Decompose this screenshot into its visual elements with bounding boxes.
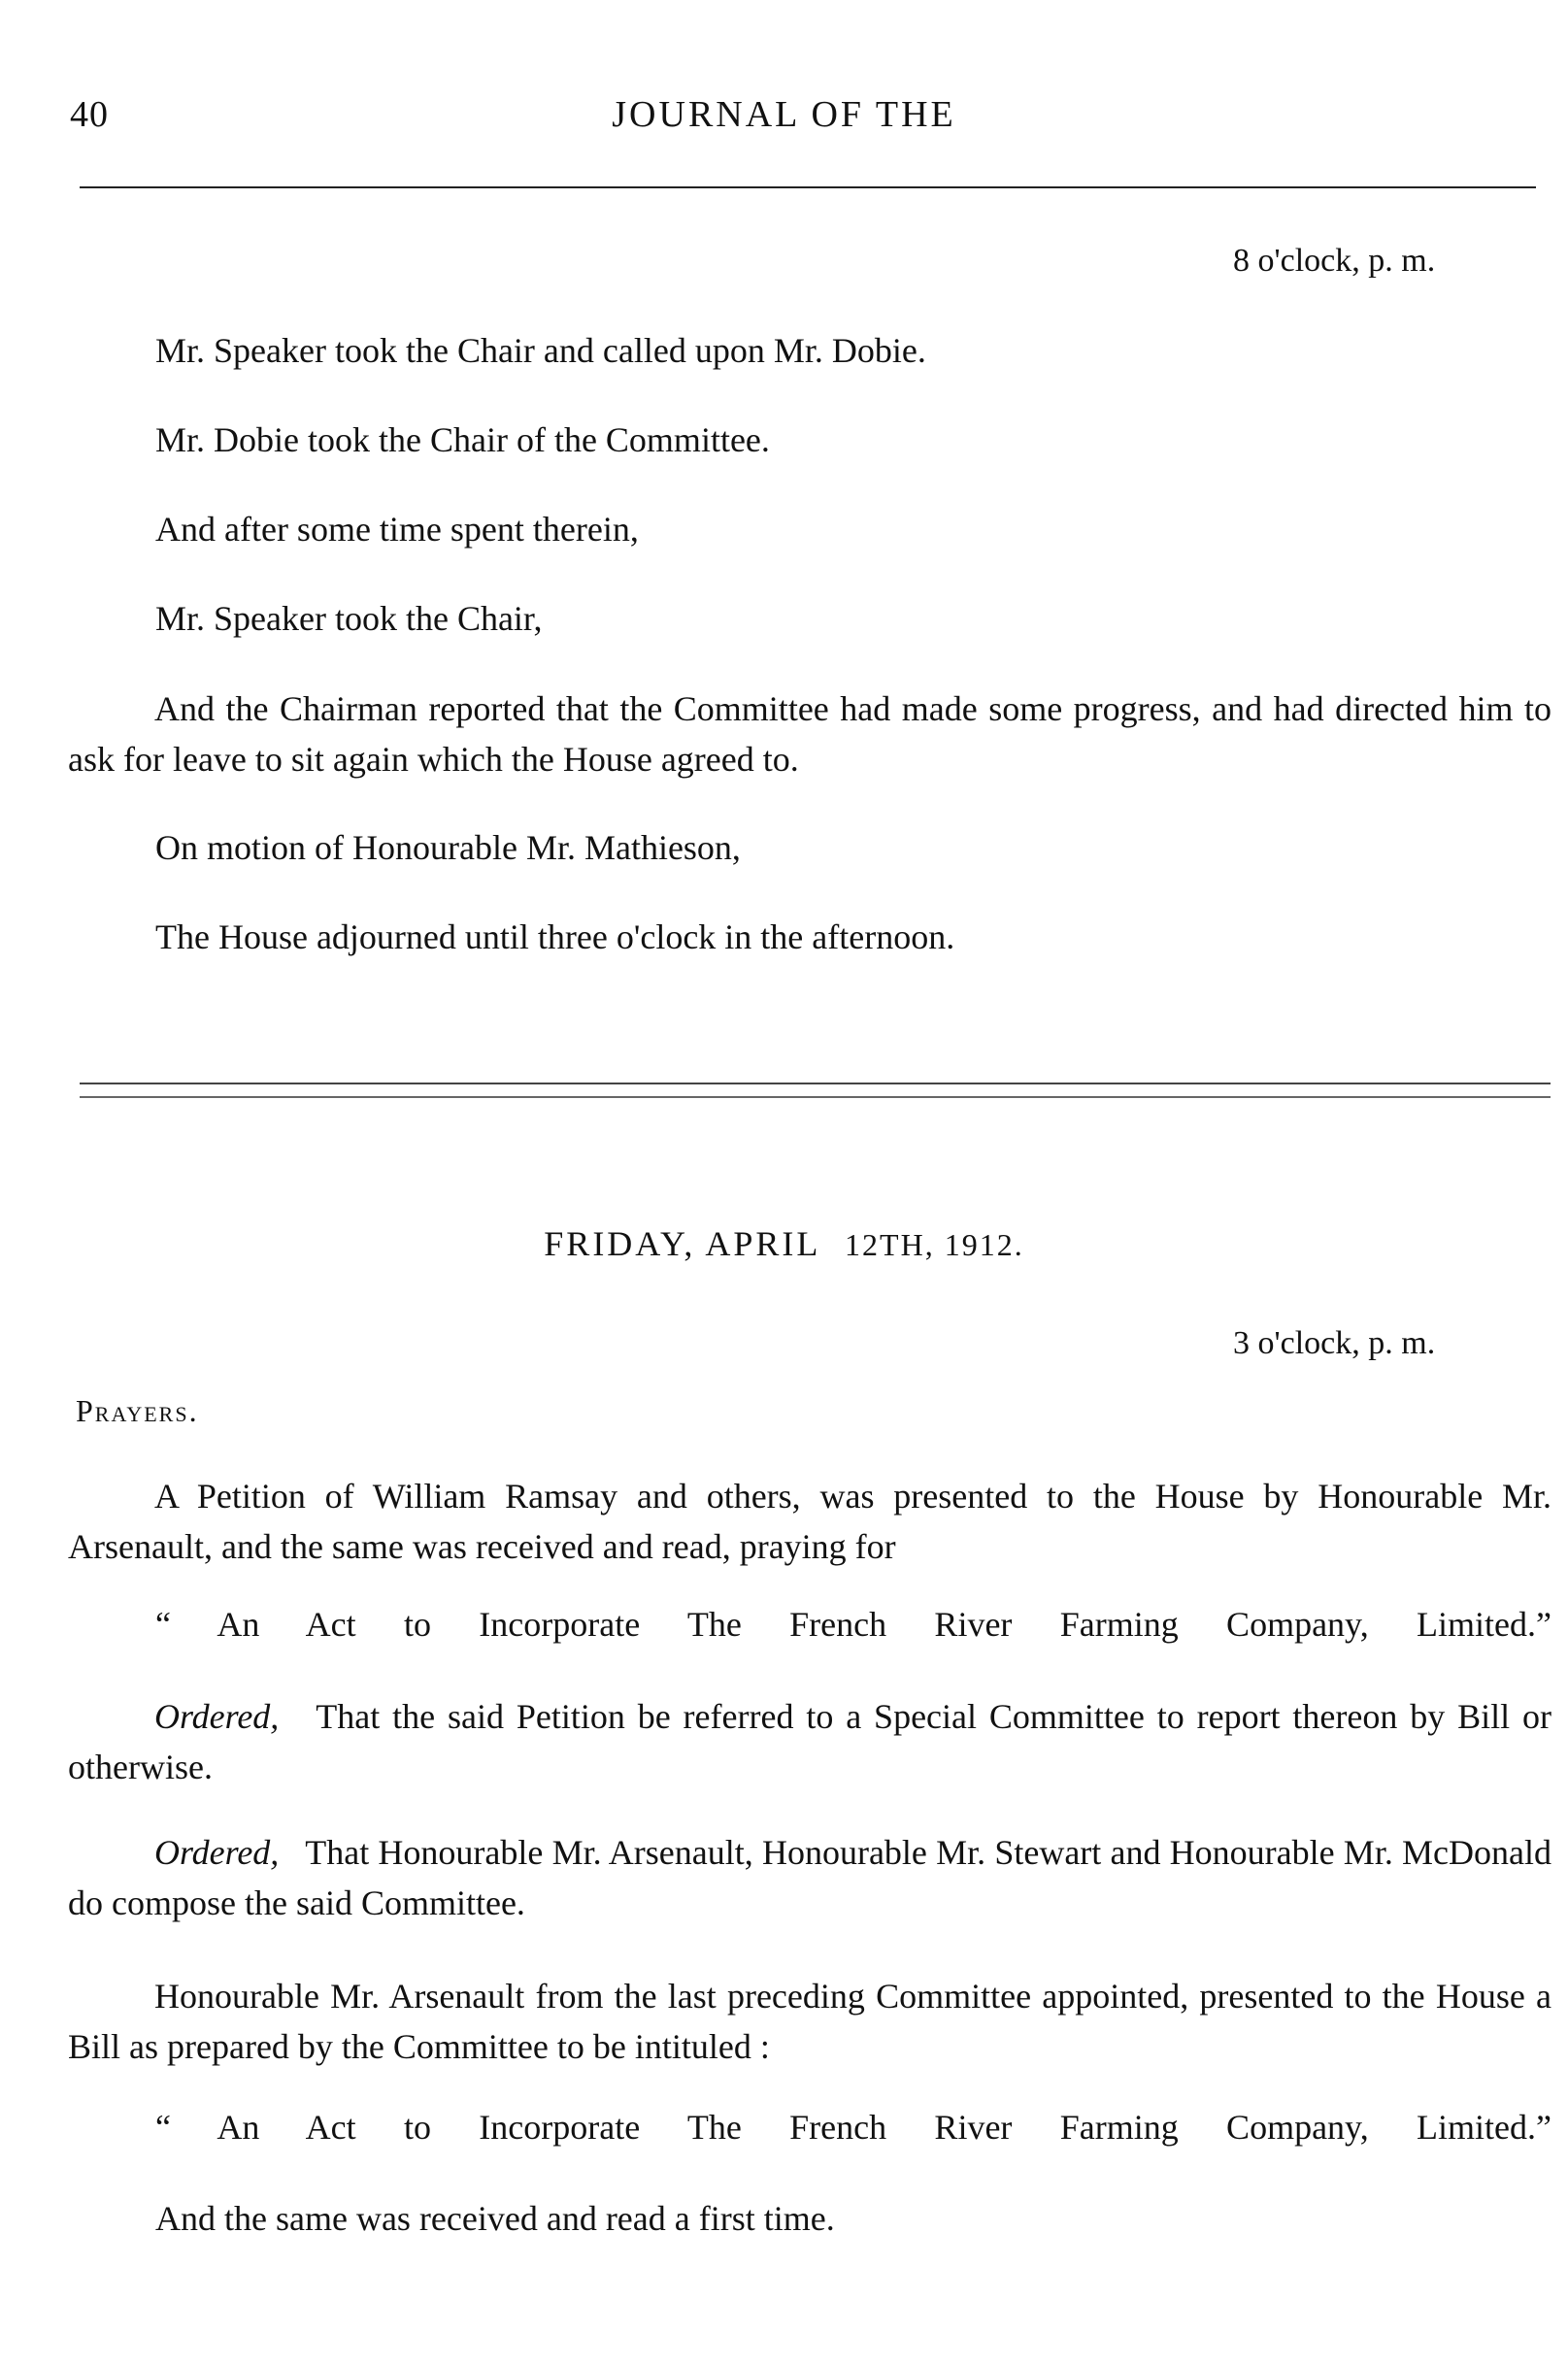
speaker-resumed-line: Mr. Speaker took the Chair, (155, 599, 543, 638)
prayers-label: Prayers. (76, 1393, 199, 1428)
session-divider-upper (80, 1083, 1551, 1084)
evening-time: 8 o'clock, p. m. (1233, 243, 1436, 279)
adjourned-line: The House adjourned until three o'clock in the afternoon. (155, 917, 955, 956)
first-reading-line: And the same was received and read a first time. (155, 2199, 835, 2238)
act-title-first: “ An Act to Incorporate The French River Farming Company, Limited.” (155, 1605, 1551, 1644)
friday-time: 3 o'clock, p. m. (1233, 1325, 1436, 1361)
motion-line: On motion of Honourable Mr. Mathieson, (155, 828, 741, 867)
petition-paragraph: A Petition of William Ramsay and others, was presented to the House by Honourable Mr. Arsenault, and the same was received and read, praying for (68, 1477, 1551, 1566)
session-divider-lower (80, 1096, 1551, 1098)
chairman-report-paragraph: And the Chairman reported that the Committee had made some progress, and had directed him to ask for leave to sit again which the House agreed to. (68, 689, 1551, 779)
bill-presented-paragraph: Honourable Mr. Arsenault from the last preceding Committee appointed, presented to the House a Bill as prepared by the Committee to be intituled : (68, 1977, 1551, 2066)
header-rule (80, 186, 1536, 188)
ordered-committee-text: That Honourable Mr. Arsenault, Honourable Mr. Stewart and Honourable Mr. McDonald do compose the said Committee. (68, 1833, 1551, 1922)
ordered-label-2: Ordered, (154, 1833, 280, 1872)
ordered-referral-paragraph (68, 1691, 1551, 1792)
day-heading-date: 12TH, 1912. (845, 1227, 1024, 1262)
dobie-chair-line: Mr. Dobie took the Chair of the Committee. (155, 420, 770, 459)
speaker-took-chair-line: Mr. Speaker took the Chair and called upon Mr. Dobie. (155, 331, 926, 370)
day-heading-main: FRIDAY, APRIL (544, 1224, 820, 1263)
running-head-title: JOURNAL OF THE (612, 94, 956, 135)
act-title-second: “ An Act to Incorporate The French River Farming Company, Limited.” (155, 2108, 1551, 2147)
page-number: 40 (70, 94, 109, 135)
ordered-referral-text: That the said Petition be referred to a Special Committee to report thereon by Bill or otherwise. (68, 1697, 1551, 1786)
ordered-label-1: Ordered, (154, 1697, 280, 1736)
ordered-committee-paragraph (68, 1827, 1551, 1928)
day-heading (0, 1223, 1568, 1264)
time-spent-line: And after some time spent therein, (155, 510, 639, 549)
